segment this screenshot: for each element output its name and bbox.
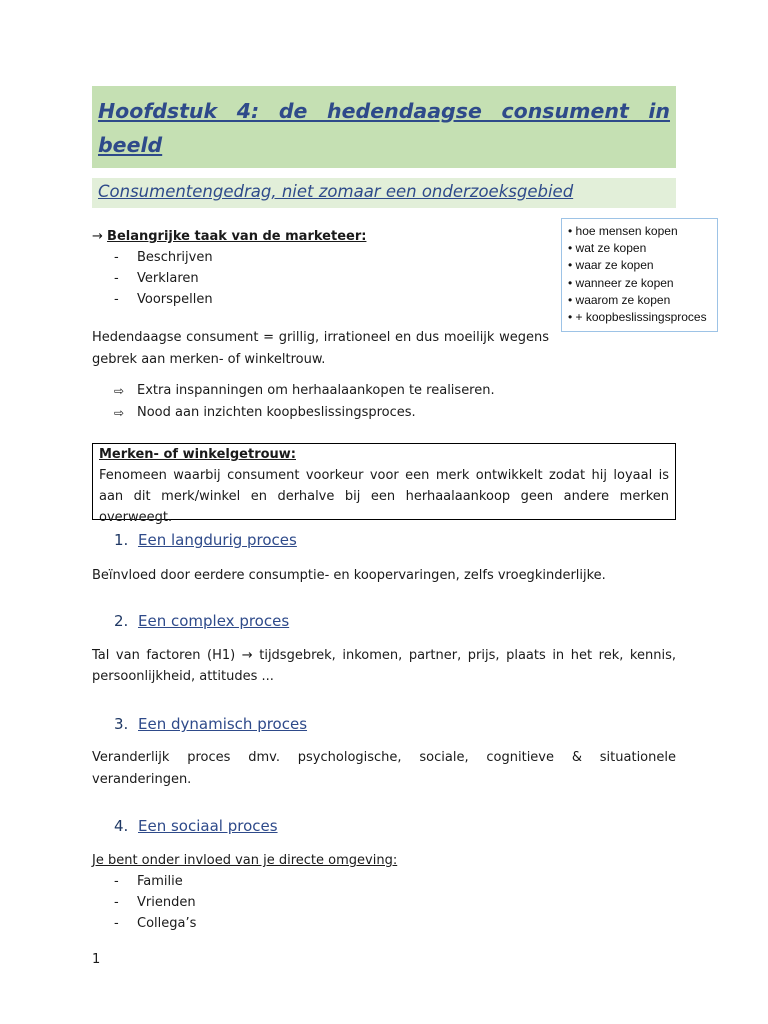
summary-item: • waarom ze kopen — [568, 292, 671, 307]
section-title: Een langdurig proces — [138, 531, 297, 549]
definition-box — [92, 443, 676, 525]
chapter-title: Hoofdstuk 4: de hedendaagse consument in beeld — [98, 99, 670, 157]
task-heading: Belangrijke taak van de marketeer: — [107, 229, 367, 244]
page-number: 1 — [92, 952, 101, 967]
summary-item: • + koopbeslissingsproces — [568, 310, 707, 325]
summary-item: • waar ze kopen — [568, 258, 654, 273]
document-page: Hoofdstuk 4: de hedendaagse consument in beeld Consumentengedrag, niet zomaar een onderzoeksgebied • hoe mensen kopen • wat ze kopen • waar ze kopen • wanneer ze kopen • waarom ze kopen • + koopbeslissingsproces → Belangrijke taak van de marketeer: - Beschrijven - Verklaren - Voorspellen Hedendaagse consument = grillig, irrationeel en dus moeilijk wegens gebrek aan merken- of winkeltrouw. ⇨ Extra inspanningen om herhaalaankopen te realiseren. ⇨ Nood aan inzichten koopbeslissingsproces. Merken- of winkelgetrouw: Fenomeen waarbij consument voorkeur voor een merk ontwikkelt zodat hij loyaal is aan dit merk/winkel en derhalve bij een herhaalaankoop geen andere merken overweegt. 1. Een langdurig proces Beïnvloed door eerdere consumptie- en koopervaringen, zelfs vroegkinderlijke. 2. Een complex proces Tal van factoren (H1) → tijdsgebrek, inkomen, partner, prijs, plaats in het rek, kennis, persoonlijkheid, attitudes ... 3. Een dynamisch proces Veranderlijk proces dmv. psychologische, sociale, cognitieve & situationele veranderingen. 4. Een sociaal proces Je bent onder invloed van je directe omgeving: - Familie - Vrienden - Collega’s 1 — [0, 0, 768, 1024]
definition-text: Fenomeen waarbij consument voorkeur voor een merk ontwikkelt zodat hij loyaal is aan dit merk/winkel en derhalve bij een herhaalaankoop geen andere merken overweegt. — [99, 468, 669, 525]
task-heading-line — [92, 226, 366, 247]
section-title: Een dynamisch proces — [138, 715, 308, 733]
summary-textbox — [561, 218, 718, 332]
summary-item: • hoe mensen kopen — [568, 224, 678, 238]
chapter-title-box — [92, 86, 676, 168]
summary-item: • wanneer ze kopen — [568, 275, 674, 290]
arrow-right-outline-icon: ⇨ — [114, 406, 125, 420]
subtitle-box — [92, 178, 676, 208]
definition-term: Merken- of winkelgetrouw: — [99, 447, 296, 462]
arrow-right-outline-icon: ⇨ — [114, 384, 125, 398]
section-text: Beïnvloed door eerdere consumptie- en koopervaringen, zelfs vroegkinderlijke. — [92, 568, 606, 583]
section-title: Een sociaal proces — [138, 817, 278, 835]
section-subtitle: Consumentengedrag, niet zomaar een onderzoeksgebied — [98, 182, 574, 201]
section-intro: Je bent onder invloed van je directe omgeving: — [92, 853, 398, 868]
section-text: Tal van factoren (H1) → tijdsgebrek, inkomen, partner, prijs, plaats in het rek, kennis, persoonlijkheid, attitudes ... — [92, 648, 676, 684]
consumer-paragraph: Hedendaagse consument = grillig, irrationeel en dus moeilijk wegens gebrek aan merken- of winkeltrouw. — [92, 330, 549, 367]
section-text: Veranderlijk proces dmv. psychologische, sociale, cognitieve & situationele veranderingen. — [92, 750, 676, 787]
arrow-icon: → — [92, 229, 103, 244]
section-title: Een complex proces — [138, 612, 290, 630]
summary-item: • wat ze kopen — [568, 241, 647, 256]
